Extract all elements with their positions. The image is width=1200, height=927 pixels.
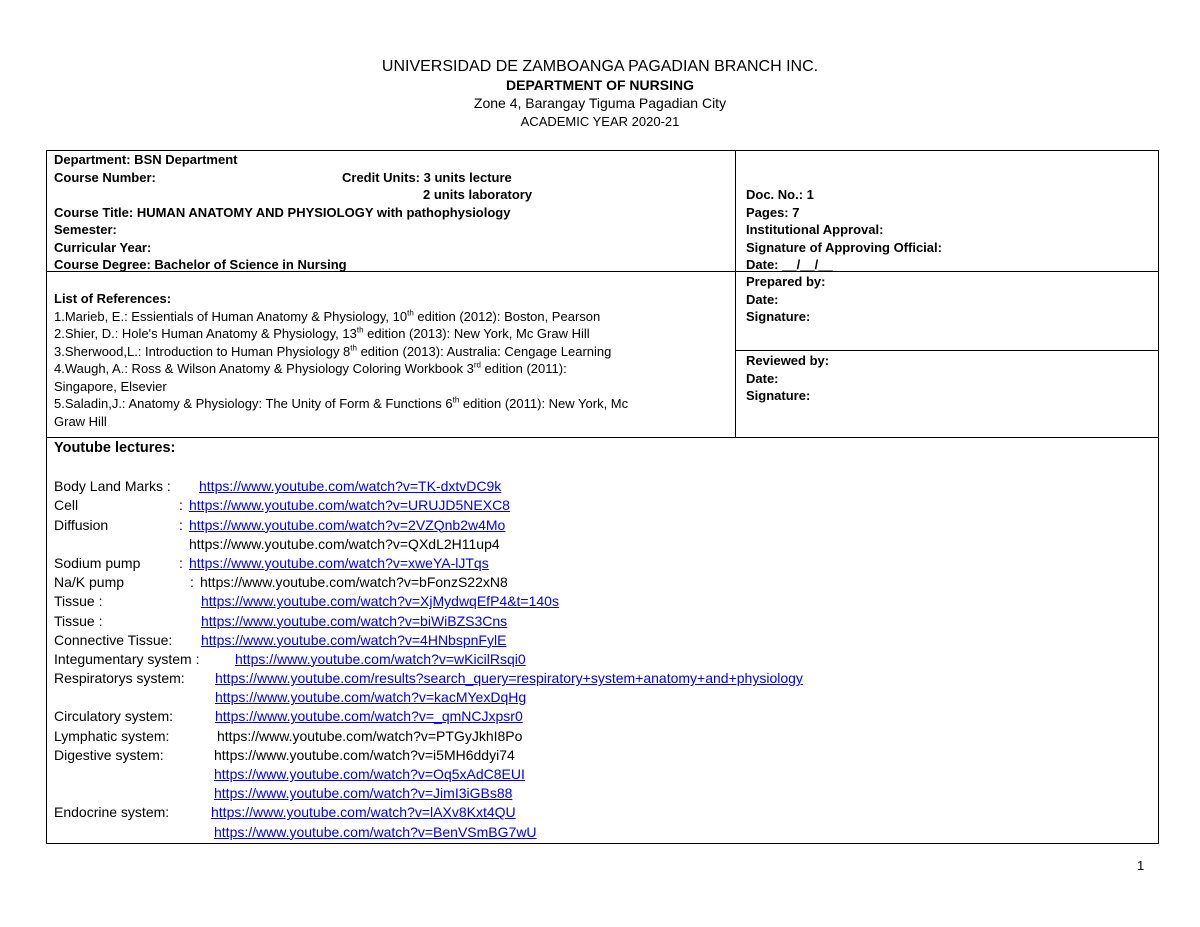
doc-no-field: Doc. No.: 1 bbox=[746, 187, 814, 202]
topic-label: Digestive system: bbox=[54, 746, 164, 763]
row-divider-2 bbox=[46, 437, 1159, 438]
youtube-lectures-section bbox=[54, 439, 803, 842]
reference-3: 3.Sherwood,L.: Introduction to Human Physiology 8th edition (2013): Australia: Cengage Learning bbox=[54, 343, 612, 359]
video-link[interactable]: https://www.youtube.com/watch?v=XjMydwqEfP4&t=140s bbox=[201, 593, 559, 610]
topic-label: Tissue : bbox=[54, 612, 103, 629]
list-item bbox=[54, 535, 500, 554]
column-divider bbox=[735, 150, 736, 437]
video-link[interactable]: https://www.youtube.com/watch?v=lAXv8Kxt4QU bbox=[211, 804, 516, 821]
doc-info-cell bbox=[746, 186, 942, 274]
curricular-year-field: Curricular Year: bbox=[54, 239, 152, 255]
references-cell bbox=[54, 290, 730, 430]
approving-signature-field: Signature of Approving Official: bbox=[746, 239, 942, 255]
topic-label: Lymphatic system: bbox=[54, 727, 170, 744]
reference-1: 1.Marieb, E.: Essientials of Human Anatomy & Physiology, 10th edition (2012): Boston, Pearson bbox=[54, 308, 601, 324]
list-item bbox=[54, 669, 803, 688]
prepared-cell bbox=[746, 273, 825, 326]
topic-label: Sodium pump bbox=[54, 554, 141, 571]
list-item bbox=[54, 765, 525, 784]
video-link-text: https://www.youtube.com/watch?v=PTGyJkhI8Po bbox=[217, 727, 523, 744]
credit-units-lecture: Credit Units: 3 units lecture bbox=[342, 169, 512, 185]
video-link[interactable]: https://www.youtube.com/watch?v=URUJD5NEXC8 bbox=[189, 497, 510, 514]
topic-label: Integumentary system : bbox=[54, 650, 200, 667]
video-link-text: https://www.youtube.com/watch?v=QXdL2H11up4 bbox=[189, 535, 500, 552]
address: Zone 4, Barangay Tiguma Pagadian City bbox=[473, 95, 727, 111]
video-link[interactable]: https://www.youtube.com/watch?v=kacMYexDqHg bbox=[215, 689, 527, 706]
prepared-date-field: Date: bbox=[746, 291, 779, 307]
topic-label: Na/K pump bbox=[54, 574, 125, 591]
video-link[interactable]: https://www.youtube.com/watch?v=4HNbspnFylE bbox=[201, 631, 507, 648]
video-link[interactable]: https://www.youtube.com/watch?v=xweYA-lJTqs bbox=[189, 554, 489, 571]
reference-5: 5.Saladin,J.: Anatomy & Physiology: The Unity of Form & Functions 6th edition (2011): New York, Mc bbox=[54, 395, 629, 411]
list-item: Sodium pump : https://www.youtube.com/watch?v=xweYA-lJTqs bbox=[54, 554, 175, 573]
list-item bbox=[54, 612, 508, 631]
topic-label: Respiratorys system: bbox=[54, 670, 185, 687]
topic-label: Diffusion bbox=[54, 516, 109, 533]
list-item: Cell : https://www.youtube.com/watch?v=URUJD5NEXC8 bbox=[54, 496, 175, 515]
prepared-signature-field: Signature: bbox=[746, 309, 811, 324]
list-item bbox=[54, 727, 523, 746]
list-item bbox=[54, 650, 526, 669]
video-link[interactable]: https://www.youtube.com/watch?v=_qmNCJxpsr0 bbox=[215, 708, 523, 725]
video-link[interactable]: https://www.youtube.com/watch?v=TK-dxtvDC9k bbox=[199, 478, 502, 495]
prepared-by-field: Prepared by: bbox=[746, 274, 826, 289]
institutional-approval-field: Institutional Approval: bbox=[746, 222, 884, 237]
topic-label: Circulatory system: bbox=[54, 708, 174, 725]
approval-date-field: Date: __/__/__ bbox=[746, 257, 833, 272]
list-item bbox=[54, 823, 537, 842]
video-link-text: https://www.youtube.com/watch?v=bFonzS22xN8 bbox=[200, 574, 508, 591]
topic-label: Connective Tissue: bbox=[54, 631, 173, 648]
course-degree-field: Course Degree: Bachelor of Science in Nursing bbox=[54, 257, 347, 272]
page-number: 1 bbox=[1137, 858, 1145, 873]
topic-label: Endocrine system: bbox=[54, 804, 170, 821]
reviewed-signature-field: Signature: bbox=[746, 388, 811, 403]
topic-label: Cell bbox=[54, 497, 79, 514]
reviewed-by-field: Reviewed by: bbox=[746, 353, 830, 368]
video-link[interactable]: https://www.youtube.com/results?search_query=respiratory+system+anatomy+and+physiology bbox=[215, 670, 803, 687]
department-field: Department: BSN Department bbox=[54, 152, 238, 167]
references-title: List of References: bbox=[54, 291, 172, 306]
video-link[interactable]: https://www.youtube.com/watch?v=2VZQnb2w4Mo bbox=[189, 516, 506, 533]
semester-field: Semester: bbox=[54, 222, 117, 237]
row-divider-prepared bbox=[735, 350, 1159, 351]
youtube-lectures-title: Youtube lectures: bbox=[54, 440, 176, 456]
video-link-text: https://www.youtube.com/watch?v=i5MH6ddyi74 bbox=[214, 746, 515, 763]
credit-units-lab: 2 units laboratory bbox=[423, 187, 533, 202]
list-item bbox=[54, 803, 516, 822]
list-item bbox=[54, 631, 507, 650]
reference-5-cont: Graw Hill bbox=[54, 413, 107, 429]
list-item bbox=[54, 746, 515, 765]
list-item bbox=[54, 688, 527, 707]
course-number-field: Course Number: bbox=[54, 169, 156, 185]
document-header bbox=[0, 57, 1200, 130]
department-name: DEPARTMENT OF NURSING bbox=[506, 77, 694, 93]
list-item bbox=[54, 707, 523, 726]
video-link[interactable]: https://www.youtube.com/watch?v=JimI3iGBs88 bbox=[214, 785, 513, 802]
list-item bbox=[54, 784, 513, 803]
reviewed-cell bbox=[746, 352, 829, 405]
video-link[interactable]: https://www.youtube.com/watch?v=Oq5xAdC8EUI bbox=[214, 766, 525, 783]
topic-label: Tissue : bbox=[54, 593, 103, 610]
pages-field: Pages: 7 bbox=[746, 204, 800, 220]
reference-4: 4.Waugh, A.: Ross & Wilson Anatomy & Physiology Coloring Workbook 3rd edition (2011): bbox=[54, 360, 567, 376]
university-name: UNIVERSIDAD DE ZAMBOANGA PAGADIAN BRANCH INC. bbox=[381, 58, 819, 75]
list-item: Na/K pump : https://www.youtube.com/watch?v=bFonzS22xN8 bbox=[54, 573, 175, 592]
reviewed-date-field: Date: bbox=[746, 370, 779, 386]
video-link[interactable]: https://www.youtube.com/watch?v=biWiBZS3Cns bbox=[201, 612, 508, 629]
course-info-cell bbox=[54, 151, 532, 274]
course-title-field: Course Title: HUMAN ANATOMY AND PHYSIOLOGY with pathophysiology bbox=[54, 204, 511, 220]
academic-year: ACADEMIC YEAR 2020-21 bbox=[520, 114, 680, 129]
video-link[interactable]: https://www.youtube.com/watch?v=BenVSmBG7wU bbox=[214, 823, 537, 840]
course-number-row bbox=[54, 169, 532, 187]
reference-4-cont: Singapore, Elsevier bbox=[54, 378, 167, 394]
list-item bbox=[54, 477, 502, 496]
list-item bbox=[54, 592, 559, 611]
video-link[interactable]: https://www.youtube.com/watch?v=wKicilRsqi0 bbox=[235, 650, 526, 667]
topic-label: Body Land Marks : bbox=[54, 478, 171, 495]
reference-2: 2.Shier, D.: Hole's Human Anatomy & Physiology, 13th edition (2013): New York, Mc Graw Hill bbox=[54, 325, 590, 341]
list-item: Diffusion : https://www.youtube.com/watch?v=2VZQnb2w4Mo bbox=[54, 516, 175, 535]
